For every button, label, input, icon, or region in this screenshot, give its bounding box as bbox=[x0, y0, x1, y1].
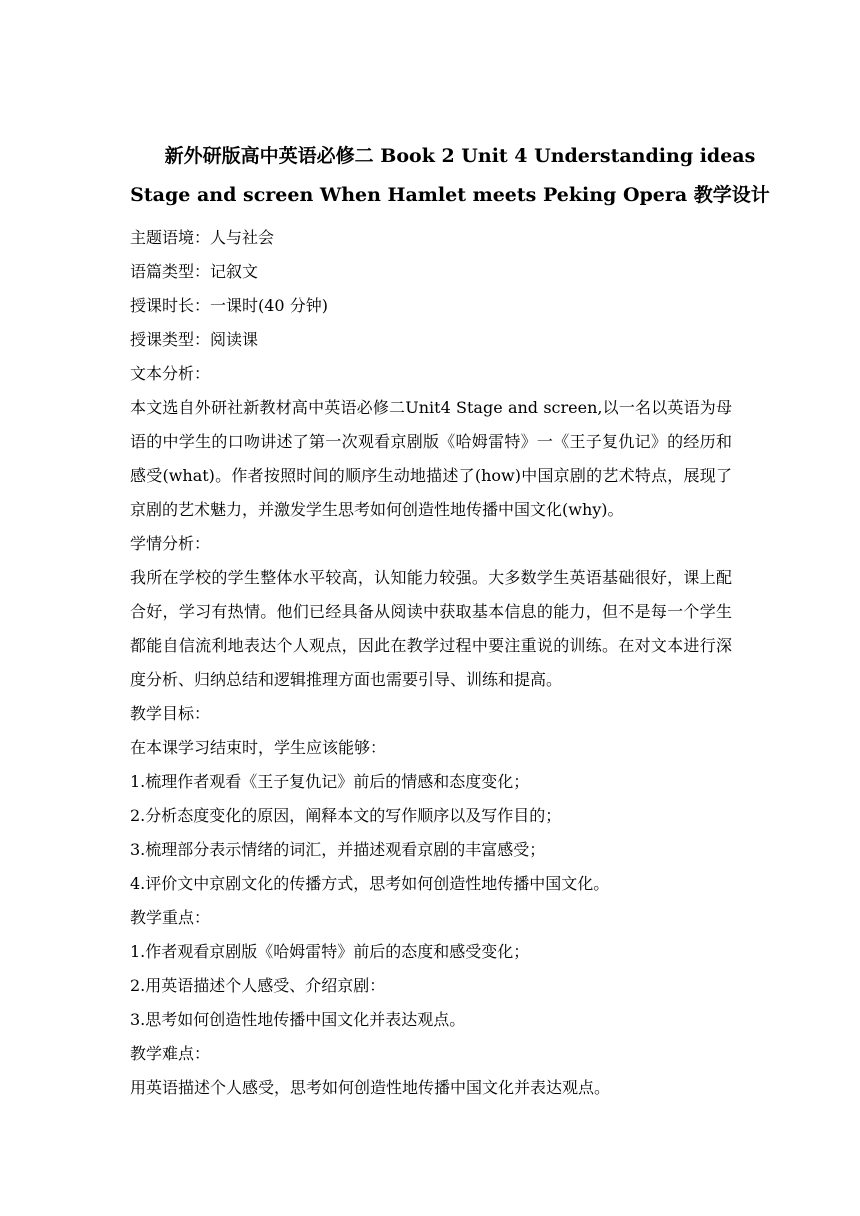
lesson-type-line: 授课类型：阅读课 bbox=[130, 330, 259, 349]
difficulties-heading: 教学难点： bbox=[130, 1044, 211, 1063]
learner-analysis-heading: 学情分析： bbox=[130, 534, 211, 553]
text-analysis-heading: 文本分析： bbox=[130, 364, 211, 383]
text-analysis-paragraph: 本文选自外研社新教材高中英语必修二Unit4 Stage and screen,以一名以英语为母语的中学生的口吻讲述了第一次观看京剧版《哈姆雷特》一《王子复仇记》的经历和感受(what)。作者按照时间的顺序生动地描述了(how)中国京剧的艺术特点，展现了京剧的艺术魅力，并激发学生思考如何创造性地传播中国文化(why)。 bbox=[130, 398, 732, 519]
objective-item: 3.梳理部分表示情绪的词汇，并描述观看京剧的丰富感受； bbox=[130, 840, 546, 859]
key-point-item: 1.作者观看京剧版《哈姆雷特》前后的态度和感受变化； bbox=[130, 942, 530, 961]
key-points-heading: 教学重点： bbox=[130, 908, 211, 927]
learner-analysis-paragraph: 我所在学校的学生整体水平较高，认知能力较强。大多数学生英语基础很好，课上配合好，学习有热情。他们已经具备从阅读中获取基本信息的能力，但不是每一个学生都能自信流利地表达个人观点，因此在教学过程中要注重说的训练。在对文本进行深度分析、归纳总结和逻辑推理方面也需要引导、训练和提高。 bbox=[130, 568, 732, 689]
key-point-item: 2.用英语描述个人感受、介绍京剧： bbox=[130, 976, 386, 995]
duration-line: 授课时长：一课时(40 分钟) bbox=[130, 296, 328, 315]
objectives-intro: 在本课学习结束时，学生应该能够： bbox=[130, 738, 387, 757]
document-body bbox=[130, 221, 732, 1105]
objective-item: 4.评价文中京剧文化的传播方式，思考如何创造性地传播中国文化。 bbox=[130, 874, 610, 893]
text-type-line: 语篇类型：记叙文 bbox=[130, 262, 259, 281]
objective-item: 1.梳理作者观看《王子复仇记》前后的情感和态度变化； bbox=[130, 772, 530, 791]
document-title-line-1: 新外研版高中英语必修二 Book 2 Unit 4 Understanding ideas bbox=[164, 145, 756, 167]
key-point-item: 3.思考如何创造性地传播中国文化并表达观点。 bbox=[130, 1010, 466, 1029]
objective-item: 2.分析态度变化的原因，阐释本文的写作顺序以及写作目的； bbox=[130, 806, 562, 825]
theme-line: 主题语境：人与社会 bbox=[130, 228, 275, 247]
document-title-line-2: Stage and screen When Hamlet meets Peking Opera 教学设计 bbox=[130, 184, 770, 206]
objectives-heading: 教学目标： bbox=[130, 704, 211, 723]
difficulties-text: 用英语描述个人感受，思考如何创造性地传播中国文化并表达观点。 bbox=[130, 1078, 611, 1097]
